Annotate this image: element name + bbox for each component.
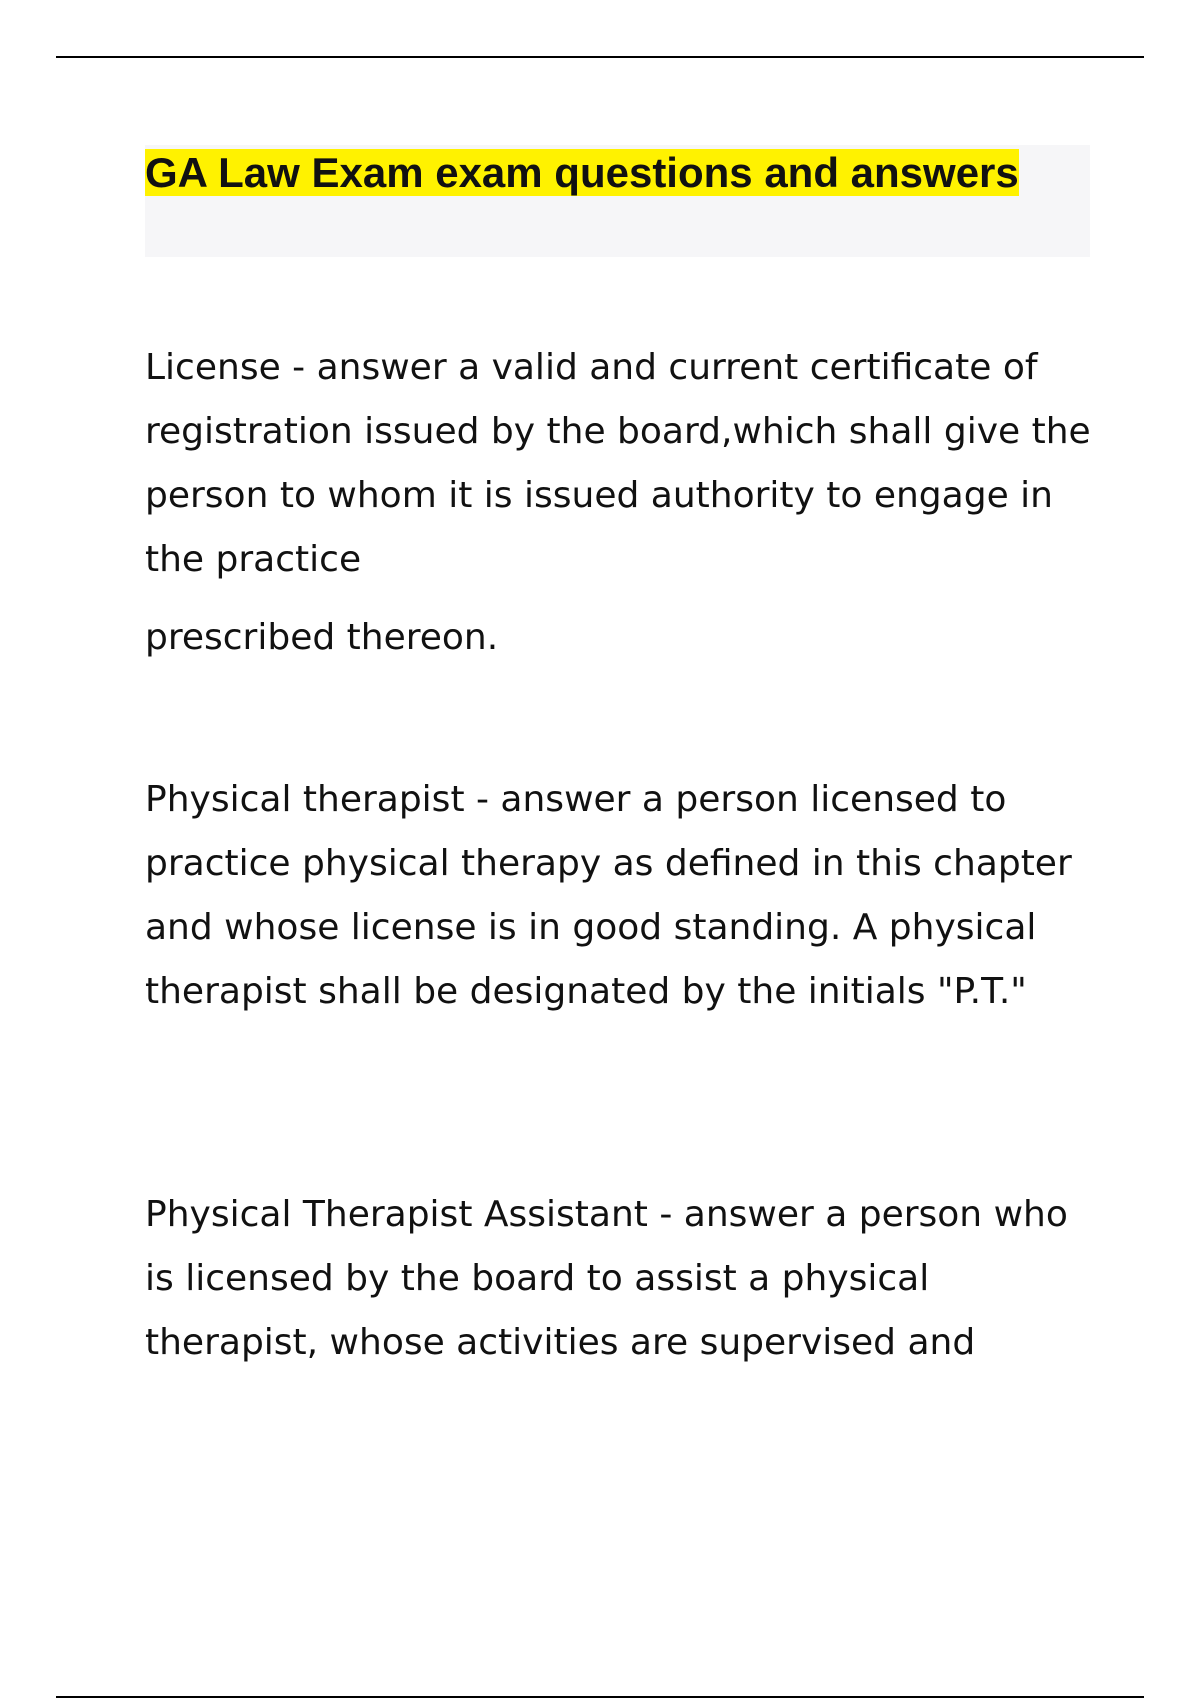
page-title-text: GA Law Exam exam questions and answers [145, 149, 1019, 196]
title-block [145, 145, 1090, 257]
entry-physical-therapist: Physical therapist - answer a person licensed to practice physical therapy as defined in this chapter and whose license is in good standing. A physical therapist shall be designated by the initials "P.T." [145, 779, 1072, 1012]
entry-license-continuation: prescribed thereon. [145, 617, 499, 658]
top-divider [56, 56, 1144, 58]
bottom-divider [56, 1696, 1144, 1698]
page-title [145, 145, 1090, 201]
entry-physical-therapist-assistant: Physical Therapist Assistant - answer a person who is licensed by the board to assist a physical therapist, whose activities are supervised and [145, 1194, 1068, 1363]
entry-license: License - answer a valid and current certificate of registration issued by the board,which shall give the person to whom it is issued authority to engage in the practice [145, 347, 1091, 580]
